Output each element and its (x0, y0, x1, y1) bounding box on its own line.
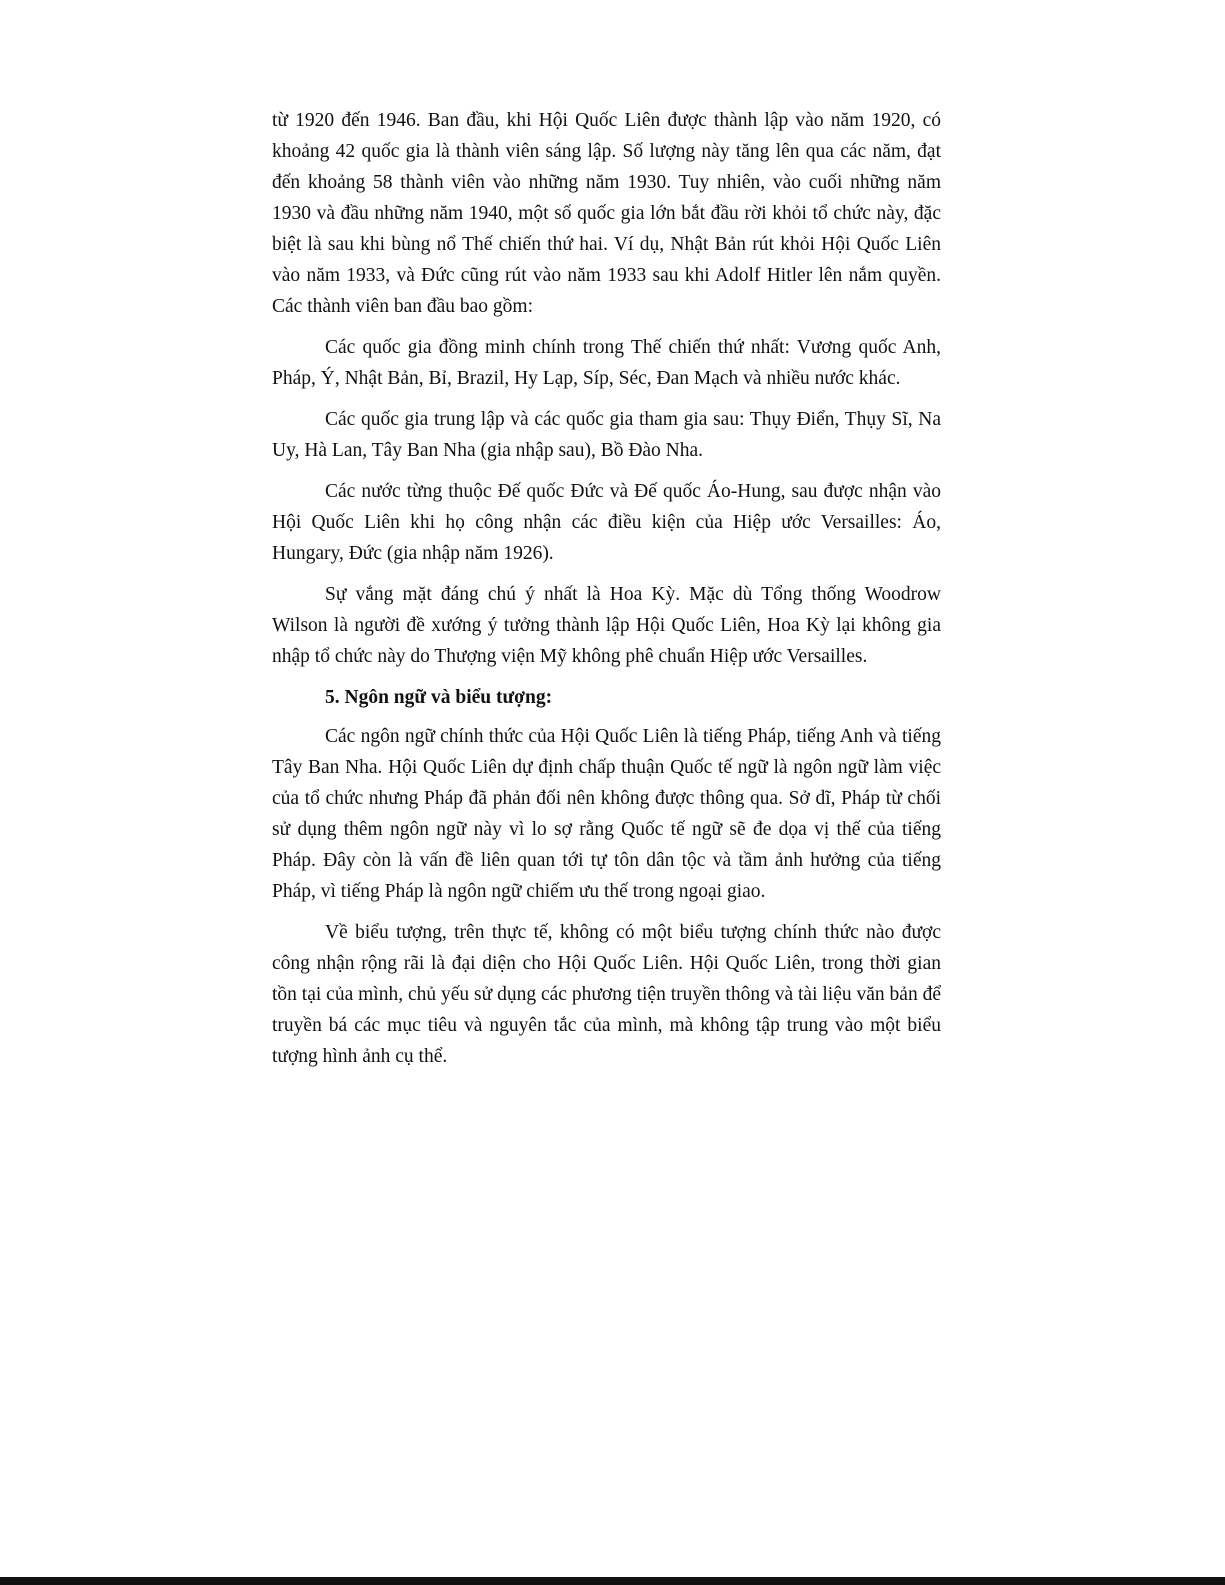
paragraph-symbols: Về biểu tượng, trên thực tế, không có một biểu tượng chính thức nào được công nhận rộng rãi là đại diện cho Hội Quốc Liên. Hội Quốc Liên, trong thời gian tồn tại của mình, chủ yếu sử dụng các phương tiện truyền thông và tài liệu văn bản để truyền bá các mục tiêu và nguyên tắc của mình, mà không tập trung vào một biểu tượng hình ảnh cụ thể. (272, 922, 941, 1067)
paragraph-usa-absence: Sự vắng mặt đáng chú ý nhất là Hoa Kỳ. Mặc dù Tổng thống Woodrow Wilson là người đề xướng ý tưởng thành lập Hội Quốc Liên, Hoa Kỳ lại không gia nhập tổ chức này do Thượng viện Mỹ không phê chuẩn Hiệp ước Versailles. (272, 584, 941, 667)
paragraph-continuation: từ 1920 đến 1946. Ban đầu, khi Hội Quốc Liên được thành lập vào năm 1920, có khoảng 42 quốc gia là thành viên sáng lập. Số lượng này tăng lên qua các năm, đạt đến khoảng 58 thành viên vào những năm 1930. Tuy nhiên, vào cuối những năm 1930 và đầu những năm 1940, một số quốc gia lớn bắt đầu rời khỏi tổ chức này, đặc biệt là sau khi bùng nổ Thế chiến thứ hai. Ví dụ, Nhật Bản rút khỏi Hội Quốc Liên vào năm 1933, và Đức cũng rút vào năm 1933 sau khi Adolf Hitler lên nắm quyền. Các thành viên ban đầu bao gồm: (272, 110, 941, 317)
paragraph-former-empires: Các nước từng thuộc Đế quốc Đức và Đế quốc Áo-Hung, sau được nhận vào Hội Quốc Liên khi họ công nhận các điều kiện của Hiệp ước Versailles: Áo, Hungary, Đức (gia nhập năm 1926). (272, 481, 941, 564)
paragraph-allied-nations: Các quốc gia đồng minh chính trong Thế chiến thứ nhất: Vương quốc Anh, Pháp, Ý, Nhật Bản, Bỉ, Brazil, Hy Lạp, Síp, Séc, Đan Mạch và nhiều nước khác. (272, 337, 941, 389)
page-bottom-border (0, 1577, 1225, 1585)
paragraph-languages: Các ngôn ngữ chính thức của Hội Quốc Liên là tiếng Pháp, tiếng Anh và tiếng Tây Ban Nha. Hội Quốc Liên dự định chấp thuận Quốc tế ngữ là ngôn ngữ làm việc của tổ chức nhưng Pháp đã phản đối nên không được thông qua. Sở dĩ, Pháp từ chối sử dụng thêm ngôn ngữ này vì lo sợ rằng Quốc tế ngữ sẽ đe dọa vị thế của tiếng Pháp. Đây còn là vấn đề liên quan tới tự tôn dân tộc và tầm ảnh hưởng của tiếng Pháp, vì tiếng Pháp là ngôn ngữ chiếm ưu thế trong ngoại giao. (272, 726, 941, 902)
paragraph-neutral-nations: Các quốc gia trung lập và các quốc gia tham gia sau: Thụy Điển, Thụy Sĩ, Na Uy, Hà Lan, Tây Ban Nha (gia nhập sau), Bồ Đào Nha. (272, 409, 941, 461)
section-heading: 5. Ngôn ngữ và biểu tượng: (325, 687, 553, 708)
document-body (272, 105, 941, 1082)
